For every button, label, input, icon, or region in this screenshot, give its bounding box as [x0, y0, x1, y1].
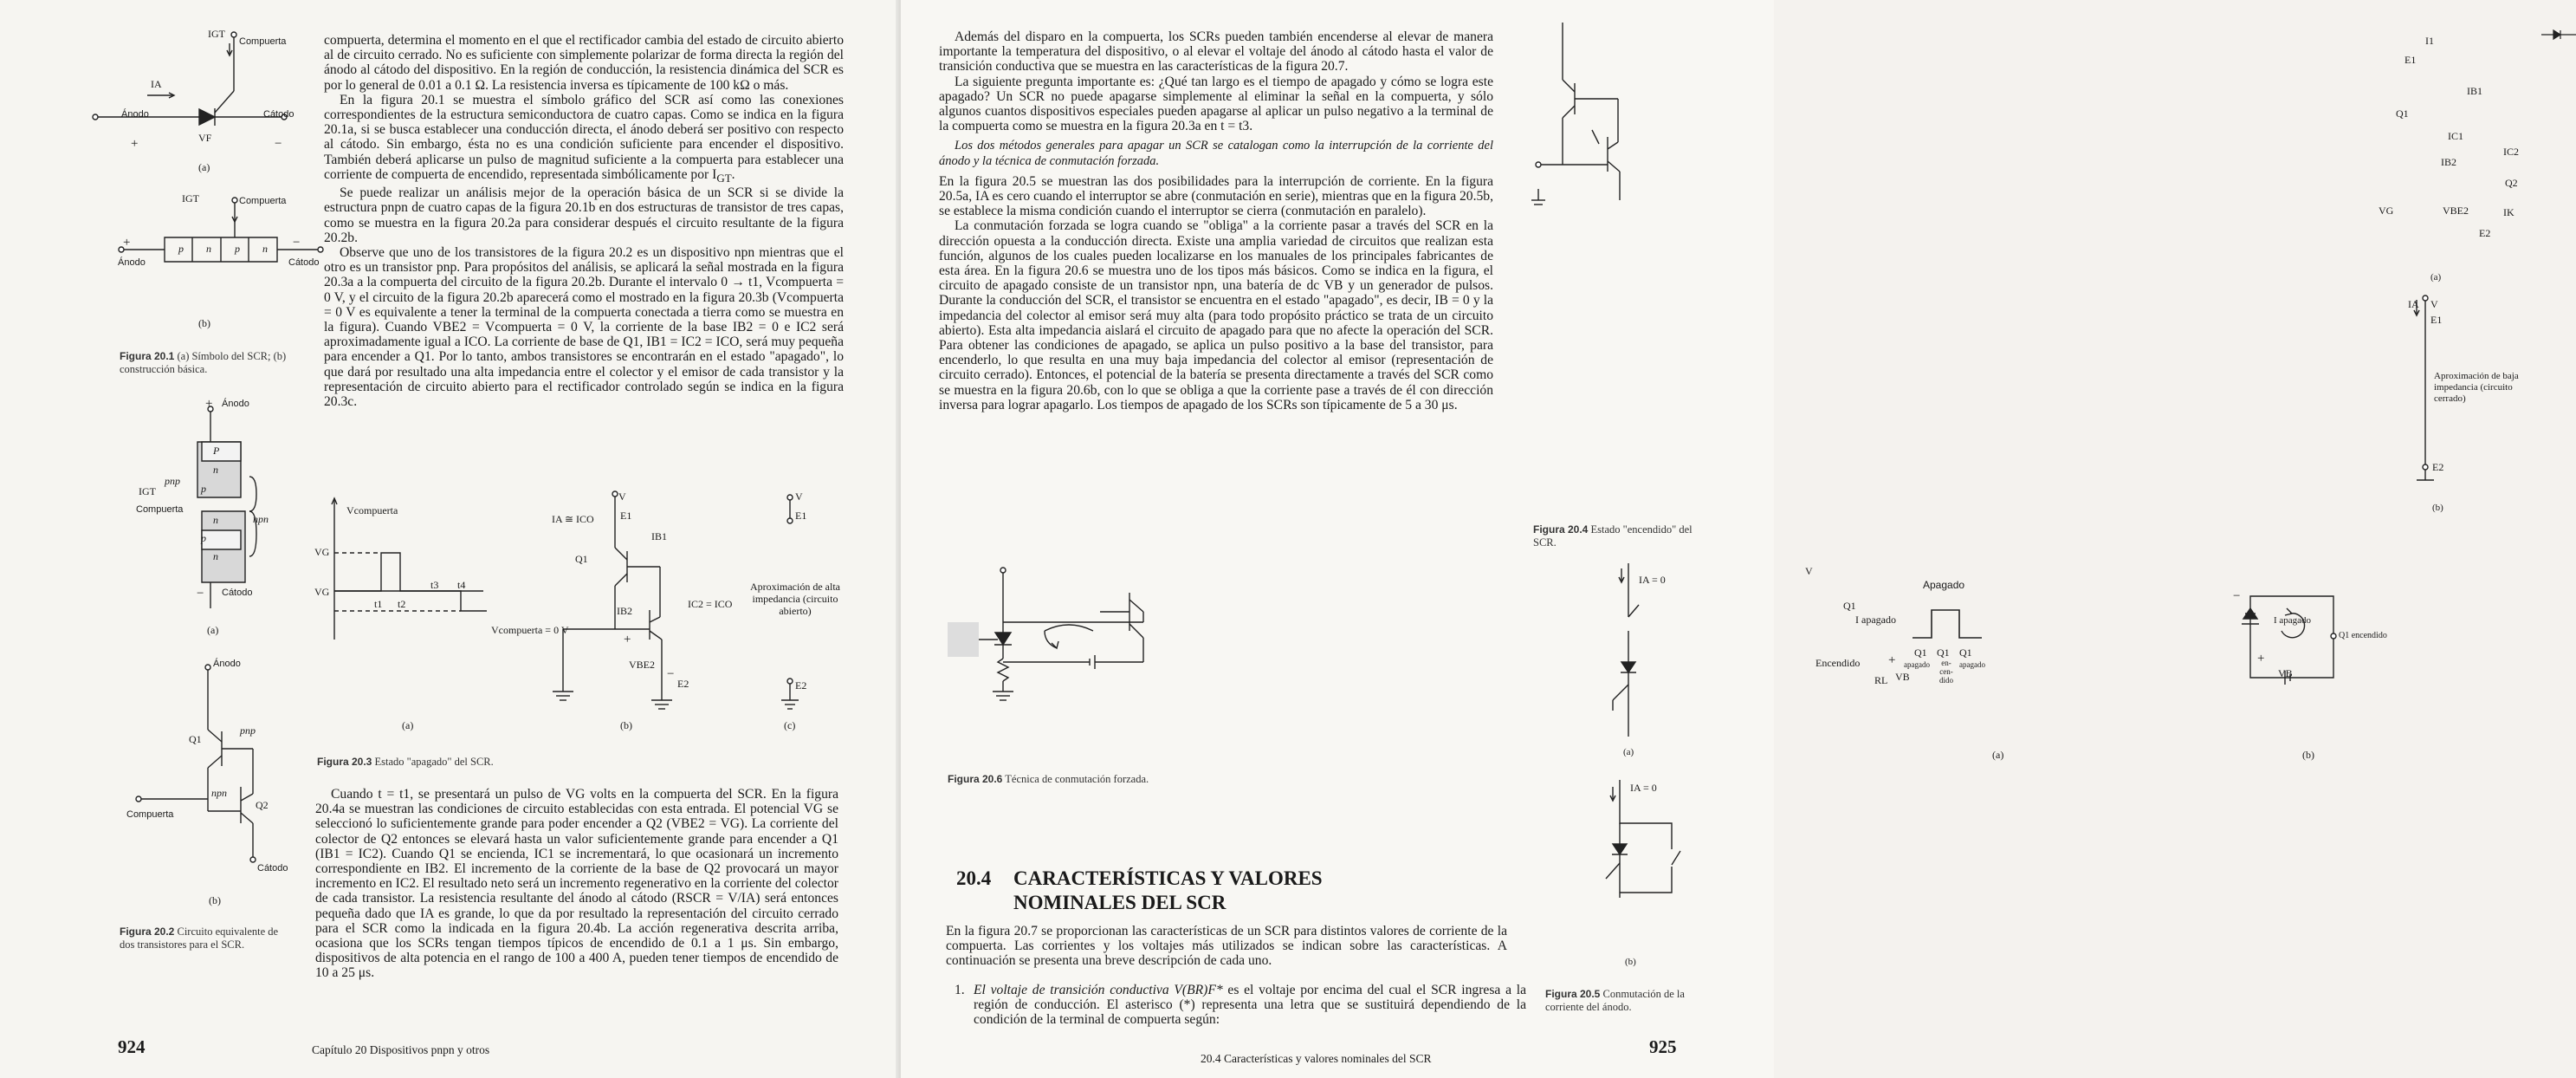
fig20-2a-split-structure	[173, 400, 303, 591]
fig20-3-caption-text: Estado "apagado" del SCR.	[374, 756, 494, 768]
fig20-4-top-symbol	[2541, 29, 2576, 42]
fig20-1b-subcaption: (b)	[198, 317, 210, 329]
fig20-6b-minus: −	[2233, 589, 2241, 603]
fig20-5b-parallel-switch	[1585, 780, 1689, 901]
fig20-4a-ic2-label: IC2	[2503, 146, 2519, 158]
fig20-1a-anode-label: Ánodo	[121, 109, 149, 120]
right-paragraph-5: En la figura 20.7 se proporcionan las características de un SCR para distintos valores de corriente de la compuerta. Las corrientes y los voltajes más utilizados se indican sobre las características. A continuación se presenta una breve descripción de cada uno.	[946, 924, 1507, 969]
fig20-2a-cathode-label: Cátodo	[222, 588, 253, 598]
fig20-1b-pnpn-structure	[117, 196, 325, 265]
fig20-6-pulse-q1-mid: Q1	[1937, 646, 1950, 659]
fig20-1a-minus: −	[275, 137, 282, 151]
fig20-2b-anode-label: Ánodo	[213, 659, 241, 669]
left-paragraph-2-text: En la figura 20.1 se muestra el símbolo gráfico del SCR así como las conexiones correspondientes de la estructura semiconductora de cuatro capas. Como se indica en la figura 20.1a, si se busca establecer una conducción directa, el ánodo deberá ser positivo con respecto al cátodo. Sin embargo, ésta no es una condición suficiente para encender el dispositivo. También deberá aplicarse un pulso de magnitud suficiente a la compuerta para establecer una corriente de compuerta de encendido, representada simbólicamente por I	[324, 92, 844, 182]
fig20-1a-vf-label: VF	[198, 132, 212, 144]
left-paragraph-1: compuerta, determina el momento en el que el rectificador cambia del estado de circuito abierto al de circuito cerrado. No es suficiente con simplemente polarizar de forma directa la región del ánodo al cátodo del dispositivo. En la región de conducción, la resistencia dinámica del SCR es por lo general de 0.01 a 0.1 Ω. La resistencia inversa es típicamente de 100 kΩ o más.	[324, 33, 844, 93]
fig20-6-pulse-encendido: en-cen-dido	[1938, 659, 1953, 685]
right-page-number: 925	[1649, 1036, 1677, 1057]
section-title-line-2: NOMINALES DEL SCR	[1013, 892, 1227, 913]
fig20-2a-anode-label: Ánodo	[222, 399, 249, 409]
fig20-2a-layer-6: n	[213, 550, 218, 562]
fig20-3b-ic2-label: IC2 = ICO	[688, 598, 733, 610]
fig20-5b-ia0-label: IA = 0	[1630, 782, 1657, 794]
fig20-3b-vbe2-label: VBE2	[629, 659, 655, 671]
left-paragraph-5: Cuando t = t1, se presentará un pulso de VG volts en la compuerta del SCR. En la figura 20.4a se muestran las condiciones de circuito establecidas con esta entrada. El potencial VG se seleccionó lo suficientemente grande para poder encender a Q2 (VBE2 = VG). La corriente del colector de Q2 entonces se elevará hasta un valor suficientemente grande para encender a Q1 (IB1 = IC2). Cuando Q1 se encienda, IC1 se incrementará, lo que ocasionará un incremento correspondiente en IB2. El incremento de la corriente de la base de Q2 provocará un mayor incremento en IC2. El resultado neto será un incremento regenerativo en la corriente del colector de cada transistor. La resistencia resultante del ánodo al cátodo (RSCR = V/IA) será entonces pequeña dado que IA es grande, lo que da por resultado la representación del circuito cerrado para el SCR como la indicada en la figura 20.4b. La acción regenerativa descrita arriba, ocasiona que los SCRs tengan tiempos típicos de encendido de 0.1 a 1 μs. Sin embargo, dispositivos de alta potencia en el rango de 100 a 400 A, pueden tener tiempos de encendido de 10 a 25 μs.	[315, 787, 838, 981]
fig20-2a-subcaption: (a)	[207, 624, 219, 636]
fig20-6-pulse-waveform	[1913, 607, 1982, 641]
right-text-bottom	[946, 924, 1507, 969]
fig20-5-caption	[1545, 988, 1710, 1014]
fig20-5b-subcaption: (b)	[1625, 957, 1636, 967]
fig20-2a-npn-label: npn	[253, 513, 269, 525]
right-page	[901, 0, 2519, 1078]
fig20-2b-subcaption: (b)	[209, 894, 221, 906]
right-list-item-1-italic: El voltaje de transición conductiva V(BR)F*	[974, 983, 1223, 997]
fig20-6-caption-text: Técnica de conmutación forzada.	[1005, 773, 1149, 785]
fig20-4a-q1-label: Q1	[2396, 107, 2409, 120]
fig20-6b-i-apagado: I apagado	[2274, 615, 2312, 626]
section-number: 20.4	[956, 867, 992, 889]
fig20-4-caption-text: Estado "encendido" del SCR.	[1533, 523, 1693, 549]
fig20-3c-e2-label: E2	[795, 679, 807, 692]
fig20-3b-plus: +	[624, 633, 631, 646]
fig20-3c-subcaption: (c)	[784, 719, 796, 731]
fig20-2a-layer-2: n	[213, 464, 218, 476]
right-paragraph-2: La siguiente pregunta importante es: ¿Qué tan largo es el tiempo de apagado y cómo se logra este apagado? Un SCR no puede apagarse simplemente al eliminar la señal en la compuerta, y sólo algunos cuantos dispositivos especiales pueden apagarse al aplicar un pulso negativo a la terminal de la compuerta como se muestra en la figura 20.3a en t = t3.	[939, 74, 1493, 134]
fig20-1b-layer-4: n	[262, 243, 268, 255]
right-list-item-1	[955, 983, 1526, 1028]
fig20-6-pulse-q1-right: Q1	[1959, 646, 1972, 659]
fig20-4b-v-label: V	[2430, 298, 2438, 310]
fig20-6b-q1-encendido: Q1 encendido	[2339, 631, 2387, 640]
left-page-number: 924	[118, 1036, 146, 1057]
left-page	[0, 0, 901, 1078]
fig20-3b-q1-label: Q1	[575, 553, 588, 565]
fig20-6a-q1-label: Q1	[1843, 600, 1856, 612]
fig20-4b-e2-label: E2	[2432, 461, 2444, 473]
fig20-2b-two-transistor-circuit	[121, 659, 312, 867]
fig20-4a-ib1-label: IB1	[2467, 85, 2482, 97]
fig20-2-caption	[120, 925, 289, 951]
fig20-6-pulse-q1-left: Q1	[1914, 646, 1927, 659]
right-list-item-1-text: es el voltaje por encima del cual el SCR ingresa a la región de conducción. El asterisco (*) representa una letra que se sustituirá dependiendo de la condición de la terminal de compuerta según:	[974, 983, 1526, 1028]
fig20-3a-vg-bottom: VG	[314, 586, 330, 598]
fig20-2-caption-text: Circuito equivalente de dos transistores para el SCR.	[120, 925, 279, 951]
fig20-4a-e2-label: E2	[2479, 227, 2491, 239]
fig20-2b-pnp-label: pnp	[240, 724, 256, 737]
fig20-4b-ia-label: IA	[2408, 298, 2419, 310]
fig20-1-caption-label: Figura 20.1	[120, 350, 175, 362]
fig20-2a-minus: −	[197, 587, 204, 601]
right-paragraph-1: Además del disparo en la compuerta, los SCRs pueden también encenderse al elevar de manera importante la temperatura del dispositivo, o al elevar el voltaje del ánodo al cátodo hasta el valor de transición conductiva que se muestra en las características de la figura 20.7.	[939, 29, 1493, 75]
fig20-3b-e1-label: E1	[620, 510, 632, 522]
fig20-3a-vg-top: VG	[314, 546, 330, 558]
fig20-3a-t2: t2	[398, 598, 406, 610]
fig20-1a-gate-label: Compuerta	[239, 36, 287, 47]
fig20-6a-v-label: V	[1805, 565, 1813, 577]
left-paragraph-2: En la figura 20.1 se muestra el símbolo gráfico del SCR así como las conexiones correspondientes de la estructura semiconductora de cuatro capas. Como se indica en la figura 20.1a, si se busca establecer una conducción directa, el ánodo deberá ser positivo con respecto al cátodo. Sin embargo, ésta no es una condición suficiente para encender el dispositivo. También deberá aplicarse un pulso de magnitud suficiente a la compuerta para establecer una corriente de compuerta de encendido, representada simbólicamente por $I_{GT}$.	[324, 92, 844, 185]
fig20-1b-layer-3: p	[235, 243, 240, 255]
fig20-2a-pnp-label: pnp	[165, 475, 180, 487]
section-title-line-1: CARACTERÍSTICAS Y VALORES	[1013, 867, 1323, 889]
fig20-1b-plus: +	[123, 236, 131, 250]
fig20-6a-subcaption: (a)	[1992, 749, 2004, 761]
left-text-bottom	[315, 787, 838, 981]
fig20-3-caption	[317, 756, 577, 769]
fig20-2a-layer-4: n	[213, 514, 218, 526]
fig20-6b-plus: +	[2257, 652, 2265, 666]
fig20-4b-aprox-label: Aproximación de baja impedancia (circuito cerrado)	[2434, 371, 2519, 404]
fig20-4-caption	[1533, 523, 1698, 549]
fig20-1b-cathode-label: Cátodo	[288, 257, 320, 268]
fig20-6b-subcaption: (b)	[2302, 749, 2314, 761]
fig20-1b-layer-1: p	[178, 243, 184, 255]
fig20-4a-vbe2-label: VBE2	[2443, 205, 2469, 217]
fig20-4a-ib2-label: IB2	[2441, 156, 2456, 168]
fig20-3c-v-label: V	[795, 490, 803, 503]
fig20-1a-subcaption: (a)	[198, 161, 210, 173]
fig20-2a-igt-label: IGT	[139, 485, 156, 497]
fig20-4a-i1-label: I1	[2425, 35, 2434, 47]
fig20-6a-plus: +	[1888, 653, 1896, 667]
right-text-top	[939, 29, 1493, 412]
fig20-3b-e2-label: E2	[677, 678, 689, 690]
fig20-3c-aprox-label: Aproximación de alta impedancia (circuito abierto)	[750, 581, 840, 617]
fig20-3b-vcomp-0: Vcompuerta = 0 V	[491, 624, 569, 636]
fig20-4a-subcaption: (a)	[2430, 272, 2442, 282]
fig20-6-pulse-apagado-right: apagado	[1959, 660, 1985, 669]
fig20-6a-encendido-label: Encendido	[1815, 657, 1861, 669]
fig20-2a-layer-3: p	[201, 483, 206, 495]
right-footer: 20.4 Características y valores nominales del SCR	[1201, 1052, 1432, 1065]
left-text-top	[324, 33, 844, 409]
fig20-4a-ik-label: IK	[2503, 206, 2515, 218]
fig20-1-caption-text: (a) Símbolo del SCR; (b) construcción básica.	[120, 350, 287, 375]
fig20-4a-q2-label: Q2	[2505, 177, 2518, 189]
fig20-1-caption	[120, 350, 293, 376]
fig20-4a-ic1-label: IC1	[2448, 130, 2463, 142]
fig20-1b-minus: −	[293, 236, 301, 250]
fig20-6-apagado-title: Apagado	[1923, 579, 1965, 591]
fig20-3b-v-label: V	[618, 490, 626, 503]
right-italic-note: Los dos métodos generales para apagar un SCR se catalogan como la interrupción de la corriente del ánodo y la técnica de conmutación forzada.	[939, 139, 1493, 168]
fig20-3c-e1-label: E1	[795, 510, 807, 522]
fig20-2a-plus: +	[205, 397, 213, 411]
fig20-1a-igt-label: IGT	[208, 28, 225, 40]
left-paragraph-3: Se puede realizar un análisis mejor de la operación básica de un SCR si se divide la estructura pnpn de cuatro capas de la figura 20.1b en dos estructuras de transistor de tres capas, como se muestra en la figura 20.2a para considerar después el circuito resultante de la figura 20.2b.	[324, 185, 844, 245]
left-footer: Capítulo 20 Dispositivos pnpn y otros	[312, 1043, 490, 1056]
fig20-6-pulse-apagado-left: apagado	[1904, 660, 1930, 669]
fig20-3b-subcaption: (b)	[620, 719, 632, 731]
fig20-4b-subcaption: (b)	[2432, 503, 2443, 513]
fig20-6-caption-label: Figura 20.6	[948, 773, 1003, 785]
left-paragraph-4: Observe que uno de los transistores de la figura 20.2 es un dispositivo npn mientras que el otro es un transistor pnp. Para propósitos del análisis, se aplicará la señal mostrada en la figura 20.3a a la compuerta del circuito de la figura 20.2b. Durante el intervalo 0 → t1, Vcompuerta = 0 V, y el circuito de la figura 20.2b aparecerá como el mostrado en la figura 20.3b (Vcompuerta = 0 V es equivalente a tener la terminal de la compuerta conectada a tierra como se muestra en la figura). Cuando VBE2 = Vcompuerta = 0 V, la corriente de la base IB2 = 0 e IC2 será aproximadamente igual a ICO. La corriente de base de Q1, IB1 = IC2 = ICO, será muy pequeña para encender a Q1. Por lo tanto, ambos transistores se encontrarán en el estado "apagado", lo que dará por resultado una alta impedancia entre el colector y el emisor de cada transistor y la representación de circuito abierto para el rectificador controlado según se indica en la figura 20.3c.	[324, 244, 844, 409]
fig20-3a-t1: t1	[374, 598, 383, 610]
fig20-2a-gate-label: Compuerta	[136, 504, 184, 515]
fig20-2b-gate-label: Compuerta	[126, 809, 174, 820]
fig20-2b-q2-label: Q2	[256, 799, 269, 811]
fig20-2b-cathode-label: Cátodo	[257, 863, 288, 873]
fig20-1b-layer-2: n	[206, 243, 211, 255]
fig20-2b-npn-label: npn	[211, 787, 227, 799]
fig20-1a-ia-label: IA	[151, 78, 162, 90]
fig20-1a-cathode-label: Cátodo	[263, 109, 294, 120]
fig20-3a-gate-waveform	[314, 494, 487, 641]
fig20-3b-ib1-label: IB1	[651, 530, 667, 542]
fig20-1b-gate-label: Compuerta	[239, 196, 287, 206]
fig20-6a-i-apagado: I apagado	[1855, 614, 1896, 626]
fig20-4b-e1-label: E1	[2430, 314, 2443, 326]
fig20-3a-subcaption: (a)	[402, 719, 414, 731]
fig20-1b-anode-label: Ánodo	[118, 257, 146, 268]
fig20-1a-plus: +	[131, 137, 139, 151]
right-paragraph-3: En la figura 20.5 se muestran las dos posibilidades para la interrupción de corriente. En la figura 20.5a, IA es cero cuando el interruptor se abre (conmutación en serie), mientras que en la figura 20.5b, se establece la misma condición cuando el interruptor se cierra (conmutación en paralelo).	[939, 173, 1493, 219]
fig20-3b-ia-ico: IA ≅ ICO	[552, 513, 594, 525]
fig20-2b-q1-label: Q1	[189, 733, 202, 745]
right-list-item-1-number: 1.	[955, 983, 965, 997]
fig20-4a-on-circuit	[1538, 23, 1712, 213]
fig20-4a-e1-label: E1	[2404, 54, 2417, 66]
fig20-5a-subcaption: (a)	[1623, 747, 1634, 757]
left-paragraph-2-subscript: GT	[716, 171, 732, 185]
fig20-5-caption-label: Figura 20.5	[1545, 988, 1601, 1000]
fig20-3a-t4: t4	[457, 579, 466, 591]
fig20-2a-layer-5: p	[201, 532, 206, 544]
fig20-3b-ib2-label: IB2	[617, 605, 632, 617]
fig20-6a-forced-commutation	[948, 562, 1225, 700]
fig20-3a-t3: t3	[430, 579, 439, 591]
fig20-2a-layer-1: P	[213, 445, 220, 457]
fig20-5-caption-text: Conmutación de la corriente del ánodo.	[1545, 988, 1685, 1013]
fig20-6a-vb-label: VB	[1895, 671, 1910, 683]
fig20-4-caption-label: Figura 20.4	[1533, 523, 1589, 536]
fig20-6-caption	[948, 773, 1294, 786]
fig20-3a-vcompuerta-axis: Vcompuerta	[346, 504, 398, 516]
fig20-5a-ia0-label: IA = 0	[1639, 574, 1666, 586]
fig20-5a-series-switch	[1594, 563, 1663, 745]
fig20-1b-igt-label: IGT	[182, 192, 199, 205]
fig20-6a-rl-label: RL	[1874, 674, 1888, 686]
fig20-6b-vb-label: VB	[2278, 667, 2293, 679]
fig20-2-caption-label: Figura 20.2	[120, 925, 175, 938]
fig20-3-caption-label: Figura 20.3	[317, 756, 372, 768]
fig20-3b-minus: −	[667, 667, 675, 681]
fig20-4a-vg-label: VG	[2379, 205, 2394, 217]
right-paragraph-4: La conmutación forzada se logra cuando se "obliga" a la corriente pasar a través del SCR en la dirección opuesta a la conducción directa. Existe una amplia variedad de circuitos que realizan esta función, algunos de los cuales pueden localizarse en los manuales de los principales fabricantes de esta área. En la figura 20.6 se muestra uno de los tipos más básicos. Como se indica en la figura, el circuito de apagado consiste de un transistor npn, una batería de dc VB y un generador de pulsos. Durante la conducción del SCR, el transistor se encuentra en el estado "apagado", es decir, IB = 0 y la impedancia del colector al emisor será muy alta (para todo propósito práctico se trata de un circuito abierto). Esta alta impedancia aislará el circuito de apagado para que no afecte la operación del SCR. Para obtener las condiciones de apagado, se aplica un pulso positivo a la base del transistor, para encenderlo, lo que resulta en una muy baja impedancia del colector al emisor (representación de circuito cerrado). Entonces, el potencial de la batería se presenta directamente a través del SCR como se muestra en la figura 20.6b, con lo que se obliga a que la corriente pase a través de él con dirección inversa para lograr apagarlo. Los tiempos de apagado de los SCRs son típicamente de 5 a 30 μs.	[939, 218, 1493, 412]
